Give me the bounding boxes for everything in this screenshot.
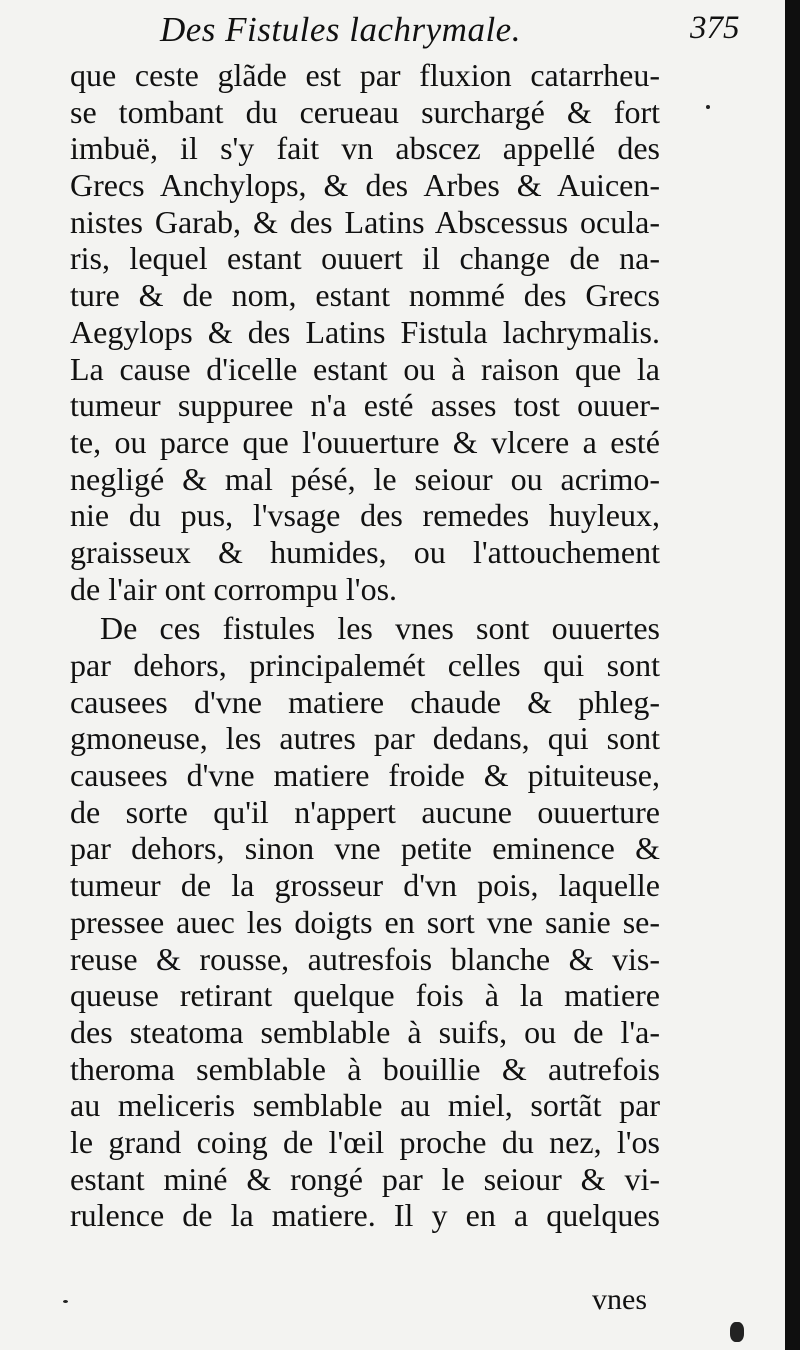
- body-text: [70, 57, 660, 1234]
- text-line: des steatoma semblable à suifs, ou de l'a-: [70, 1013, 660, 1050]
- text-line: graisseux & humides, ou l'attouchement: [70, 533, 660, 570]
- text-line: gmoneuse, les autres par dedans, qui sont: [70, 720, 660, 757]
- text-line: rulence de la matiere. Il y en a quelques: [70, 1197, 660, 1234]
- text-line: theroma semblable à bouillie & autrefois: [70, 1050, 660, 1087]
- page-edge-shadow: [785, 0, 800, 1350]
- ink-speck: [706, 105, 710, 109]
- text-line: reuse & rousse, autresfois blanche & vis-: [70, 940, 660, 977]
- text-line: Grecs Anchylops, & des Arbes & Auicen-: [70, 167, 660, 204]
- text-line: tumeur suppuree n'a esté asses tost ouuer-: [70, 387, 660, 424]
- text-line: La cause d'icelle estant ou à raison que la: [70, 350, 660, 387]
- running-head: Des Fistules lachrymale.: [160, 10, 521, 49]
- ink-speck: [730, 1322, 744, 1342]
- text-line: pressee auec les doigts en sort vne sanie se-: [70, 903, 660, 940]
- text-line: queuse retirant quelque fois à la matiere: [70, 977, 660, 1014]
- text-line: imbuë, il s'y fait vn abscez appellé des: [70, 130, 660, 167]
- text-line: ris, lequel estant ouuert il change de na-: [70, 240, 660, 277]
- text-line: par dehors, sinon vne petite eminence &: [70, 830, 660, 867]
- text-line: De ces fistules les vnes sont ouuertes: [100, 610, 660, 647]
- text-line: se tombant du cerueau surchargé & fort: [70, 93, 660, 130]
- text-line: Aegylops & des Latins Fistula lachrymalis.: [70, 313, 660, 350]
- text-line: causees d'vne matiere froide & pituiteuse,: [70, 757, 660, 794]
- ink-speck: [63, 1300, 68, 1303]
- page-number: 375: [690, 10, 740, 46]
- text-line: le grand coing de l'œil proche du nez, l'os: [70, 1123, 660, 1160]
- text-line: negligé & mal pésé, le seiour ou acrimo-: [70, 460, 660, 497]
- text-line: de l'air ont corrompu l'os.: [70, 570, 398, 607]
- catchword: vnes: [592, 1283, 647, 1316]
- text-line: ture & de nom, estant nommé des Grecs: [70, 277, 660, 314]
- text-line: causees d'vne matiere chaude & phleg-: [70, 683, 660, 720]
- text-line: estant miné & rongé par le seiour & vi-: [70, 1160, 660, 1197]
- text-line: que ceste glãde est par fluxion catarrheu-: [70, 57, 660, 93]
- text-line: nistes Garab, & des Latins Abscessus ocula-: [70, 203, 660, 240]
- text-line: tumeur de la grosseur d'vn pois, laquelle: [70, 867, 660, 904]
- text-line: nie du pus, l'vsage des remedes huyleux,: [70, 497, 660, 534]
- text-line: par dehors, principalemét celles qui sont: [70, 647, 660, 683]
- text-line: te, ou parce que l'ouuerture & vlcere a esté: [70, 423, 660, 460]
- text-line: au meliceris semblable au miel, sortãt par: [70, 1087, 660, 1124]
- text-line: de sorte qu'il n'appert aucune ouuerture: [70, 793, 660, 830]
